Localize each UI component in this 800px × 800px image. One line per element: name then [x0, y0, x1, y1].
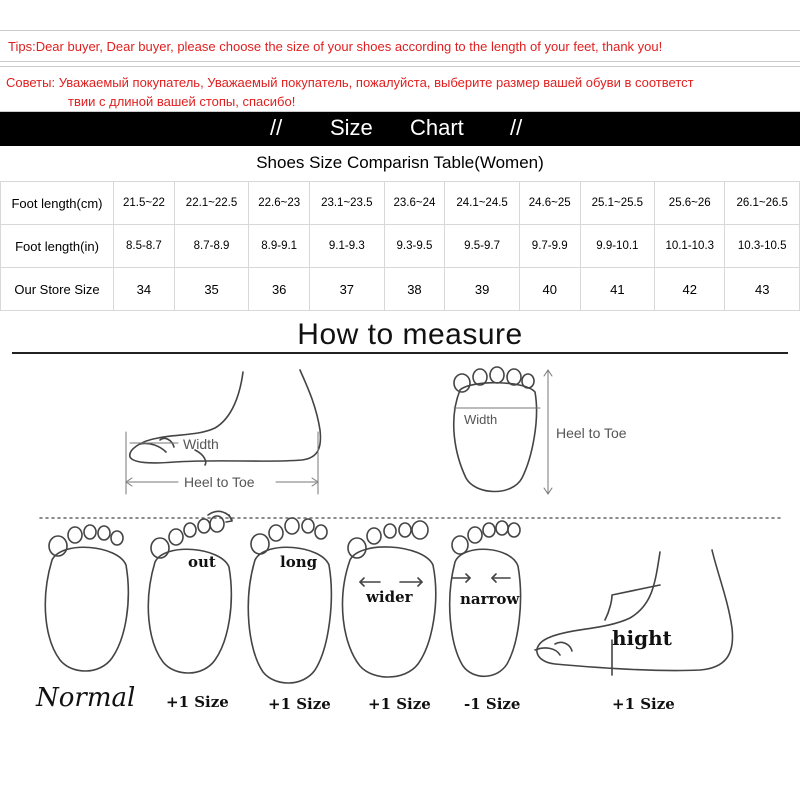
table-cell: 9.3-9.5 — [384, 225, 445, 268]
out-size-label: +1 Size — [166, 693, 229, 711]
table-cell: 9.5-9.7 — [445, 225, 519, 268]
high-label: hight — [612, 626, 672, 650]
table-cell: 37 — [310, 268, 384, 311]
table-cell: 8.9-9.1 — [249, 225, 310, 268]
table-cell: 25.6~26 — [655, 182, 725, 225]
banner-word-chart: Chart — [410, 115, 464, 140]
side-heel-to-toe-label: Heel to Toe — [184, 474, 255, 490]
tip-english: Tips:Dear buyer, Dear buyer, please choose the size of your shoes according to the length of your feet, thank you! — [0, 30, 800, 62]
high-arch-foot-icon — [535, 550, 733, 675]
side-foot-icon — [130, 370, 321, 465]
top-width-label: Width — [464, 412, 498, 427]
table-cell: 25.1~25.5 — [580, 182, 654, 225]
table-cell: 40 — [519, 268, 580, 311]
table-cell: 35 — [174, 268, 248, 311]
long-foot-icon — [248, 518, 331, 683]
row-label: Foot length(in) — [1, 225, 114, 268]
table-cell: 24.6~25 — [519, 182, 580, 225]
row-label: Foot length(cm) — [1, 182, 114, 225]
normal-label: Normal — [36, 683, 136, 713]
table-cell: 9.9-10.1 — [580, 225, 654, 268]
table-cell: 9.1-9.3 — [310, 225, 384, 268]
table-cell: 42 — [655, 268, 725, 311]
out-label: out — [188, 553, 216, 571]
wider-label: wider — [366, 588, 413, 606]
banner-word-size: Size — [330, 115, 373, 140]
out-foot-icon — [148, 511, 232, 673]
table-cell: 8.5-8.7 — [114, 225, 175, 268]
measure-title: How to measure — [297, 318, 523, 351]
table-cell: 8.7-8.9 — [174, 225, 248, 268]
row-label: Our Store Size — [1, 268, 114, 311]
table-title: Shoes Size Comparisn Table(Women) — [256, 153, 544, 172]
table-cell: 22.6~23 — [249, 182, 310, 225]
table-cell: 21.5~22 — [114, 182, 175, 225]
table-cell: 43 — [725, 268, 800, 311]
table-cell: 10.1-10.3 — [655, 225, 725, 268]
table-cell: 10.3-10.5 — [725, 225, 800, 268]
narrow-size-label: -1 Size — [464, 695, 521, 713]
table-cell: 26.1~26.5 — [725, 182, 800, 225]
banner-slash-right: // — [510, 115, 523, 140]
table-cell: 36 — [249, 268, 310, 311]
footprint-top-icon — [454, 367, 537, 492]
banner-slash-left: // — [270, 115, 283, 140]
table-cell: 34 — [114, 268, 175, 311]
table-cell: 41 — [580, 268, 654, 311]
table-cell: 38 — [384, 268, 445, 311]
wider-size-label: +1 Size — [368, 695, 431, 713]
long-label: long — [280, 553, 318, 571]
table-cell: 9.7-9.9 — [519, 225, 580, 268]
normal-foot-icon — [45, 525, 128, 671]
table-cell: 23.1~23.5 — [310, 182, 384, 225]
long-size-label: +1 Size — [268, 695, 331, 713]
table-cell: 24.1~24.5 — [445, 182, 519, 225]
tip-russian-line1: Советы: Уважаемый покупатель, Уважаемый покупатель, пожалуйста, выберите размер вашей обуви в соответст — [6, 75, 694, 90]
tip-russian-line2: твии с длиной вашей стопы, спасибо! — [68, 94, 296, 109]
high-size-label: +1 Size — [612, 695, 675, 713]
top-heel-to-toe-label: Heel to Toe — [556, 425, 627, 441]
side-width-label: Width — [183, 436, 219, 452]
table-cell: 22.1~22.5 — [174, 182, 248, 225]
table-cell: 39 — [445, 268, 519, 311]
narrow-label: narrow — [460, 590, 520, 608]
table-cell: 23.6~24 — [384, 182, 445, 225]
